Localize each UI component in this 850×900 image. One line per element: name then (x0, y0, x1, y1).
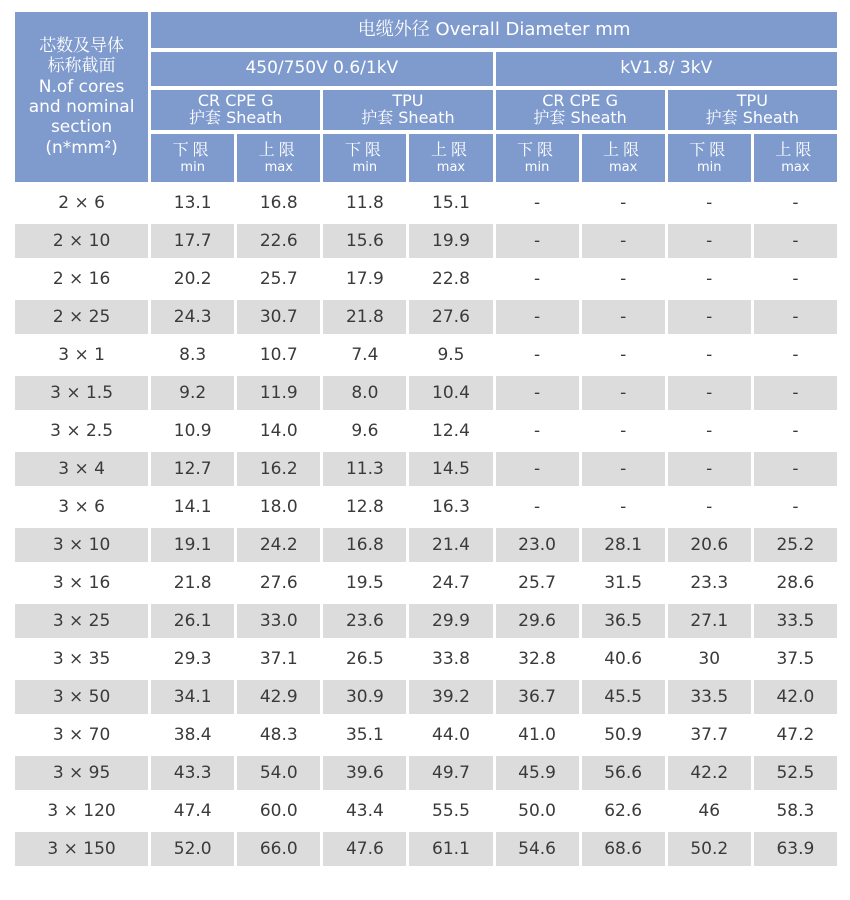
diameter-value-cell: 30.7 (237, 300, 320, 334)
diameter-value-cell: 38.4 (173, 725, 212, 745)
diameter-value-cell: - (792, 269, 799, 289)
diameter-value-cell: 21.8 (323, 300, 406, 334)
diameter-value-cell: 25.7 (259, 269, 298, 289)
sheath-label: 护套 Sheath (705, 108, 800, 127)
diameter-value-cell: 9.5 (437, 345, 465, 365)
table-row (15, 832, 837, 866)
diameter-value-cell: - (706, 193, 713, 213)
diameter-value-cell: 45.9 (496, 756, 579, 790)
diameter-value-cell: 29.9 (409, 604, 492, 638)
diameter-value-cell: 42.2 (668, 756, 751, 790)
diameter-value-cell: 28.1 (582, 528, 665, 562)
diameter-value-cell: 16.2 (237, 452, 320, 486)
cores-section-cell: 2 × 25 (15, 300, 148, 334)
diameter-value-cell: 17.7 (151, 224, 234, 258)
diameter-value-cell: 10.4 (409, 376, 492, 410)
limit-heading (754, 134, 837, 182)
diameter-value-cell: 60.0 (259, 801, 298, 821)
diameter-value-cell: 14.0 (259, 421, 298, 441)
diameter-value-cell: 27.1 (668, 604, 751, 638)
diameter-value-cell: 52.5 (754, 756, 837, 790)
limit-en: max (781, 159, 810, 175)
diameter-value-cell: 37.5 (776, 649, 815, 669)
diameter-table-container (12, 8, 840, 870)
diameter-value-cell: 48.3 (259, 725, 298, 745)
diameter-value-cell: 20.2 (173, 269, 212, 289)
diameter-value-cell: - (620, 345, 627, 365)
sheath-label: 护套 Sheath (189, 108, 283, 127)
table-row (15, 718, 837, 752)
diameter-value-cell: 12.4 (432, 421, 470, 441)
diameter-value-cell: 11.3 (323, 452, 406, 486)
diameter-value-cell: 39.2 (409, 680, 492, 714)
diameter-value-cell: - (496, 452, 579, 486)
limit-cn: 上限 (775, 139, 816, 159)
cores-section-cell: 3 × 120 (47, 801, 116, 821)
cores-section-cell: 3 × 1 (58, 345, 105, 365)
sheath-heading (151, 90, 320, 130)
diameter-value-cell: 11.8 (345, 193, 384, 213)
table-row (15, 490, 837, 524)
diameter-value-cell: 30.9 (323, 680, 406, 714)
diameter-value-cell: 24.2 (237, 528, 320, 562)
diameter-value-cell: 21.8 (173, 573, 212, 593)
sheath-material: TPU (736, 91, 768, 111)
cores-section-cell: 3 × 70 (52, 725, 111, 745)
table-row (15, 604, 837, 638)
voltage-group-heading: kV1.8/ 3kV (496, 52, 837, 86)
diameter-value-cell: 16.8 (259, 193, 298, 213)
sheath-material: CR CPE G (197, 91, 274, 111)
cores-section-cell: 2 × 16 (52, 269, 111, 289)
limit-heading (496, 134, 579, 182)
diameter-value-cell: 25.7 (518, 573, 556, 593)
overall-diameter-heading: 电缆外径 Overall Diameter mm (151, 12, 837, 48)
corner-line: (n*mm²) (45, 137, 118, 158)
diameter-value-cell: 30 (698, 649, 721, 669)
diameter-value-cell: - (582, 300, 665, 334)
header-corner-cell (15, 12, 148, 182)
diameter-value-cell: 10.7 (259, 345, 298, 365)
voltage-group-heading: 450/750V 0.6/1kV (151, 52, 492, 86)
limit-en: max (608, 159, 638, 175)
limit-heading (582, 134, 665, 182)
diameter-value-cell: 7.4 (351, 345, 379, 365)
diameter-value-cell: 50.2 (668, 832, 751, 866)
diameter-value-cell: 15.1 (432, 193, 470, 213)
diameter-value-cell: - (582, 452, 665, 486)
diameter-value-cell: 34.1 (151, 680, 234, 714)
limit-cn: 上限 (430, 139, 471, 159)
diameter-value-cell: - (496, 224, 579, 258)
diameter-value-cell: - (496, 376, 579, 410)
diameter-value-cell: - (754, 300, 837, 334)
diameter-value-cell: 12.8 (345, 497, 384, 517)
table-body (15, 186, 837, 866)
limit-cn: 下限 (689, 139, 730, 159)
cores-section-cell: 3 × 2.5 (50, 421, 114, 441)
diameter-value-cell: 26.5 (345, 649, 384, 669)
limit-en: min (352, 159, 378, 175)
diameter-value-cell: 22.6 (237, 224, 320, 258)
diameter-value-cell: 62.6 (604, 801, 643, 821)
diameter-value-cell: 18.0 (259, 497, 298, 517)
diameter-value-cell: 50.9 (604, 725, 643, 745)
corner-line: and nominal (28, 97, 135, 117)
limit-cn: 上限 (258, 139, 299, 159)
diameter-value-cell: - (668, 300, 751, 334)
diameter-value-cell: 54.6 (496, 832, 579, 866)
diameter-value-cell: 42.0 (754, 680, 837, 714)
diameter-value-cell: 19.1 (151, 528, 234, 562)
diameter-value-cell: 23.3 (690, 573, 729, 593)
limit-cn: 下限 (172, 139, 213, 159)
diameter-value-cell: 66.0 (237, 832, 320, 866)
diameter-value-cell: 43.4 (345, 801, 384, 821)
cores-section-cell: 3 × 95 (15, 756, 148, 790)
diameter-value-cell: 36.7 (496, 680, 579, 714)
diameter-value-cell: - (582, 224, 665, 258)
diameter-value-cell: 8.0 (323, 376, 406, 410)
diameter-value-cell: 68.6 (582, 832, 665, 866)
limit-en: min (524, 159, 550, 175)
diameter-value-cell: 23.0 (496, 528, 579, 562)
limit-en: max (436, 159, 466, 175)
diameter-value-cell: 37.1 (259, 649, 298, 669)
table-row (15, 262, 837, 296)
diameter-value-cell: - (754, 376, 837, 410)
table-header (15, 12, 837, 182)
limit-heading (409, 134, 492, 182)
diameter-value-cell: 28.6 (776, 573, 815, 593)
table-row (15, 186, 837, 220)
diameter-value-cell: - (620, 421, 627, 441)
diameter-value-cell: 23.6 (323, 604, 406, 638)
diameter-value-cell: - (706, 345, 713, 365)
cores-section-cell: 2 × 10 (15, 224, 148, 258)
cores-section-cell: 3 × 4 (15, 452, 148, 486)
diameter-value-cell: 14.1 (173, 497, 212, 517)
table-row (15, 756, 837, 790)
cores-section-cell: 3 × 150 (15, 832, 148, 866)
sheath-heading (323, 90, 492, 130)
table-row (15, 794, 837, 828)
diameter-value-cell: 55.5 (432, 801, 470, 821)
diameter-value-cell: 33.0 (237, 604, 320, 638)
sheath-label: 护套 Sheath (533, 108, 627, 127)
diameter-value-cell: - (620, 497, 627, 517)
diameter-value-cell: - (792, 345, 799, 365)
diameter-value-cell: 27.6 (259, 573, 298, 593)
diameter-value-cell: 16.8 (323, 528, 406, 562)
diameter-value-cell: - (620, 193, 627, 213)
limit-cn: 下限 (344, 139, 385, 159)
limit-en: max (264, 159, 293, 175)
table-row (15, 680, 837, 714)
table-row (15, 452, 837, 486)
table-row (15, 338, 837, 372)
diameter-value-cell: - (706, 269, 713, 289)
diameter-value-cell: 22.8 (432, 269, 470, 289)
sheath-material: TPU (392, 91, 424, 111)
diameter-value-cell: - (533, 269, 541, 289)
diameter-value-cell: 9.2 (151, 376, 234, 410)
table-row (15, 300, 837, 334)
cores-section-cell: 3 × 1.5 (15, 376, 148, 410)
diameter-value-cell: 9.6 (351, 421, 379, 441)
diameter-value-cell: - (620, 269, 627, 289)
cores-section-cell: 3 × 10 (15, 528, 148, 562)
diameter-value-cell: 36.5 (582, 604, 665, 638)
cores-section-cell: 2 × 6 (58, 193, 105, 213)
diameter-value-cell: - (533, 421, 541, 441)
sheath-label: 护套 Sheath (361, 108, 455, 127)
diameter-value-cell: 47.2 (776, 725, 815, 745)
diameter-value-cell: 25.2 (754, 528, 837, 562)
diameter-value-cell: 11.9 (237, 376, 320, 410)
cores-section-cell: 3 × 25 (15, 604, 148, 638)
diameter-value-cell: 15.6 (323, 224, 406, 258)
sheath-material: CR CPE G (542, 91, 618, 111)
diameter-value-cell: - (792, 421, 799, 441)
diameter-value-cell: 47.6 (323, 832, 406, 866)
diameter-value-cell: 50.0 (518, 801, 556, 821)
diameter-value-cell: 24.3 (151, 300, 234, 334)
diameter-value-cell: 61.1 (409, 832, 492, 866)
diameter-value-cell: - (706, 421, 713, 441)
cores-section-cell: 3 × 50 (15, 680, 148, 714)
limit-heading (668, 134, 751, 182)
diameter-value-cell: 35.1 (345, 725, 384, 745)
diameter-value-cell: 39.6 (323, 756, 406, 790)
diameter-value-cell: 44.0 (432, 725, 470, 745)
diameter-value-cell: 54.0 (237, 756, 320, 790)
diameter-value-cell: - (792, 193, 799, 213)
table-row (15, 376, 837, 410)
diameter-value-cell: 40.6 (604, 649, 643, 669)
diameter-value-cell: - (533, 193, 541, 213)
diameter-value-cell: - (706, 497, 713, 517)
table-row (15, 566, 837, 600)
diameter-value-cell: - (668, 376, 751, 410)
diameter-value-cell: 20.6 (668, 528, 751, 562)
diameter-value-cell: 12.7 (151, 452, 234, 486)
cores-section-cell: 3 × 16 (52, 573, 111, 593)
diameter-value-cell: 37.7 (690, 725, 729, 745)
diameter-value-cell: 27.6 (409, 300, 492, 334)
corner-line: section (50, 117, 113, 138)
limit-cn: 下限 (517, 139, 558, 159)
diameter-value-cell: - (668, 224, 751, 258)
diameter-value-cell: 33.5 (754, 604, 837, 638)
sheath-heading (496, 90, 665, 130)
diameter-value-cell: 13.1 (173, 193, 212, 213)
cores-section-cell: 3 × 6 (58, 497, 105, 517)
diameter-value-cell: - (792, 497, 799, 517)
diameter-value-cell: 49.7 (409, 756, 492, 790)
corner-line: 芯数及导体 (39, 35, 125, 56)
diameter-value-cell: 33.8 (432, 649, 470, 669)
diameter-value-cell: 56.6 (582, 756, 665, 790)
diameter-value-cell: 52.0 (151, 832, 234, 866)
diameter-value-cell: 8.3 (179, 345, 207, 365)
diameter-value-cell: 63.9 (754, 832, 837, 866)
diameter-value-cell: 19.5 (345, 573, 384, 593)
table-row (15, 224, 837, 258)
diameter-value-cell: 16.3 (432, 497, 470, 517)
limit-en: min (180, 159, 205, 175)
diameter-value-cell: 58.3 (776, 801, 815, 821)
diameter-value-cell: - (496, 300, 579, 334)
diameter-value-cell: 43.3 (151, 756, 234, 790)
diameter-value-cell: - (754, 452, 837, 486)
diameter-value-cell: 24.7 (432, 573, 470, 593)
diameter-value-cell: 26.1 (151, 604, 234, 638)
diameter-value-cell: 31.5 (604, 573, 643, 593)
diameter-value-cell: - (533, 497, 541, 517)
diameter-value-cell: 33.5 (668, 680, 751, 714)
table-row (15, 414, 837, 448)
diameter-value-cell: 29.3 (173, 649, 212, 669)
diameter-value-cell: 10.9 (173, 421, 212, 441)
overall-diameter-table (12, 8, 840, 870)
corner-line: N.of cores (38, 76, 125, 97)
cores-section-cell: 3 × 35 (52, 649, 111, 669)
limit-heading (323, 134, 406, 182)
limit-cn: 上限 (603, 139, 644, 159)
diameter-value-cell: - (668, 452, 751, 486)
diameter-value-cell: 19.9 (409, 224, 492, 258)
diameter-value-cell: 42.9 (237, 680, 320, 714)
corner-line: 标称截面 (47, 56, 116, 77)
limit-heading (237, 134, 320, 182)
table-row (15, 528, 837, 562)
diameter-value-cell: - (582, 376, 665, 410)
diameter-value-cell: 41.0 (518, 725, 556, 745)
diameter-value-cell: 32.8 (518, 649, 556, 669)
diameter-value-cell: 46 (698, 801, 721, 821)
limit-en: min (696, 159, 722, 175)
diameter-value-cell: 17.9 (345, 269, 384, 289)
diameter-value-cell: 45.5 (582, 680, 665, 714)
diameter-value-cell: - (754, 224, 837, 258)
sheath-heading (668, 90, 837, 130)
diameter-value-cell: 47.4 (173, 801, 212, 821)
limit-heading (151, 134, 234, 182)
diameter-value-cell: 14.5 (409, 452, 492, 486)
diameter-value-cell: - (533, 345, 541, 365)
table-row (15, 642, 837, 676)
diameter-value-cell: 21.4 (409, 528, 492, 562)
diameter-value-cell: 29.6 (496, 604, 579, 638)
